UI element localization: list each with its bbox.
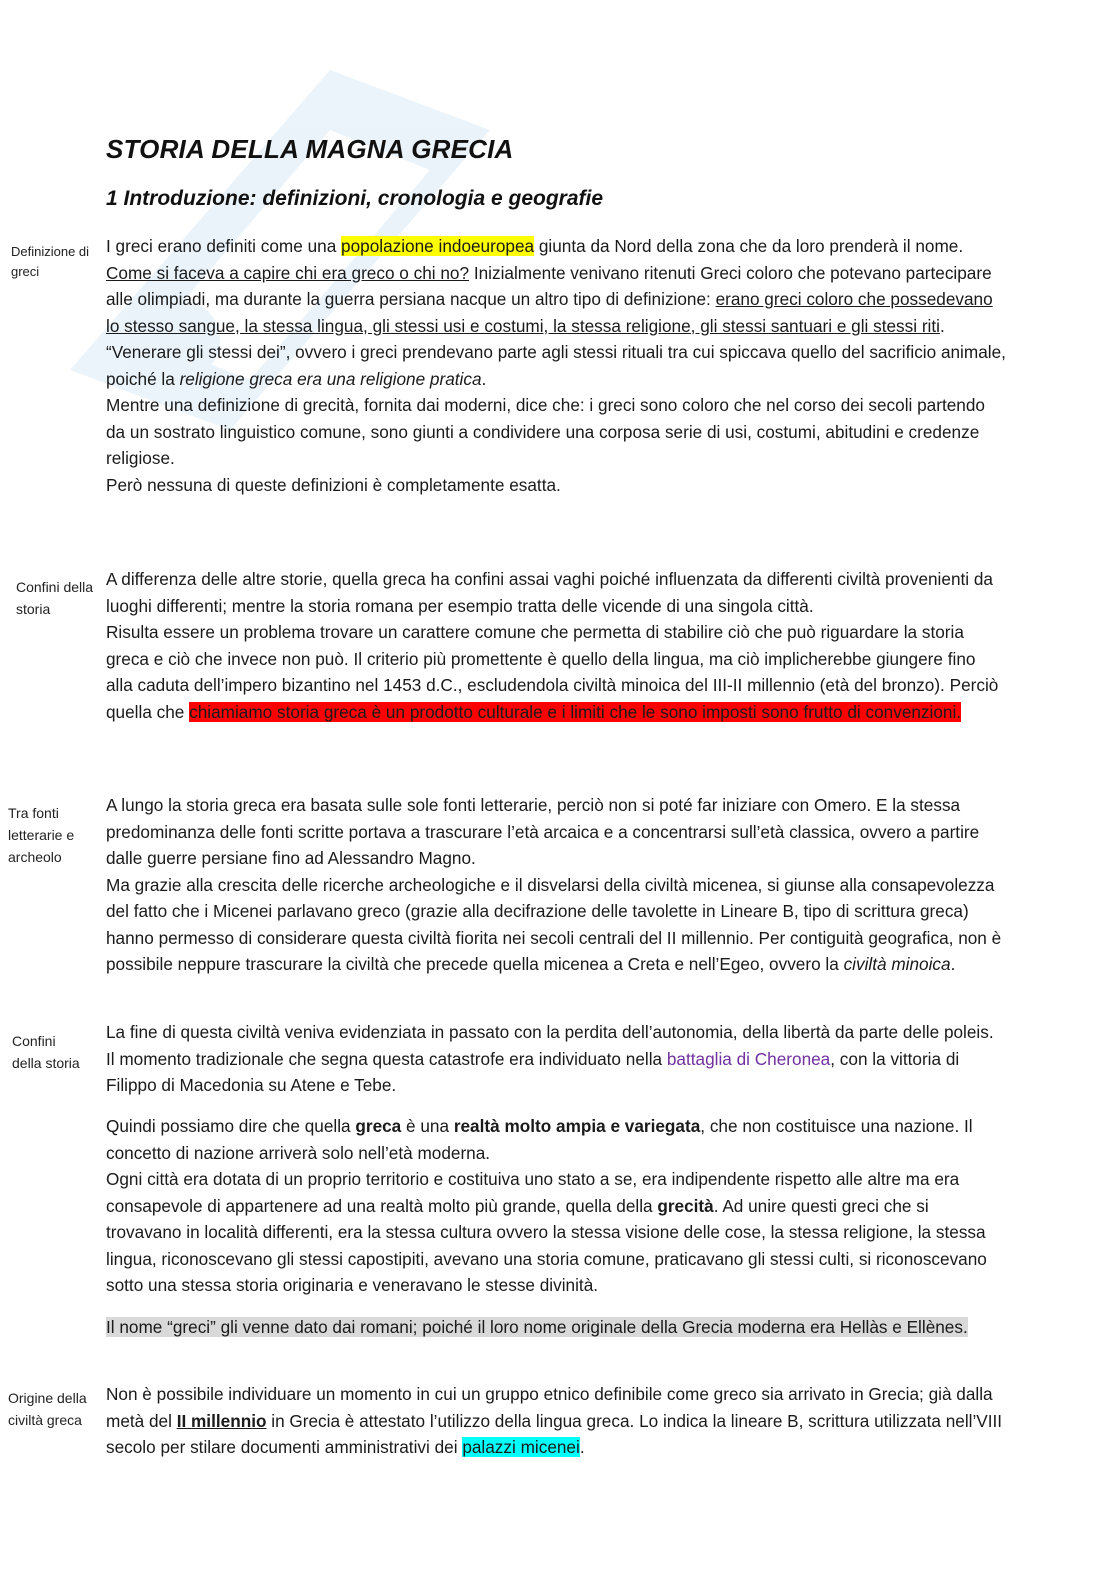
text: giunta da Nord della zona che da loro prenderà il nome. [534, 236, 964, 256]
bold-text: grecità [657, 1195, 714, 1216]
text: “Venerare gli stessi dei”, ovvero i greci prendevano parte agli stessi rituali tra cui spiccava quello del sacrificio animale, poiché la [106, 342, 1006, 389]
bold-text: realtà molto ampia e variegata [453, 1116, 701, 1136]
margin-note-line: greci [11, 264, 40, 279]
sentence [106, 1113, 1006, 1166]
sentence [106, 1019, 1006, 1099]
section-heading: 1 Introduzione: definizioni, cronologia e geografie [106, 187, 604, 210]
margin-note-fonti [8, 802, 104, 868]
highlight-cyan: palazzi micenei [462, 1437, 580, 1457]
margin-note-line: Confini della [16, 579, 94, 595]
paragraph-origine [106, 1381, 1006, 1461]
text: . [481, 368, 487, 389]
margin-note-line: archeolo [8, 849, 62, 865]
italic-text: religione greca era una religione pratica [179, 368, 482, 389]
sentence [106, 1166, 1006, 1299]
sentence: Mentre una definizione di grecità, fornita dai moderni, dice che: i greci sono coloro che nel corso dei secoli partendo da un sostrato linguistico comune, sono giunti a condividere una corposa serie di usi, costumi, abitudini e credenze religiose. [106, 395, 985, 468]
sentence: A differenza delle altre storie, quella greca ha confini assai vaghi poiché influenzata da differenti civiltà provenienti da luoghi differenti; mentre la storia romana per esempio tratta delle vicende di una singola città. [106, 569, 993, 616]
text: Quindi possiamo dire che quella [106, 1116, 356, 1136]
paragraph-nome-greci [106, 1314, 1006, 1341]
sentence: Però nessuna di queste definizioni è completamente esatta. [106, 474, 561, 495]
paragraph-realta [106, 1113, 1006, 1299]
text: Ogni città era dotata di un proprio territorio e costituiva uno stato a se, era indipendente rispetto alle altre ma era consapevole di appartenere ad una realtà molto più grande, quella della [106, 1169, 960, 1216]
sentence: A lungo la storia greca era basata sulle sole fonti letterarie, perciò non si poté far iniziare con Omero. E la stessa predominanza delle fonti scritte portava a trascurare l’età arcaica e a concentrarsi sull’età classica, ovvero a partire dalle guerre persiane fino ad Alessandro Magno. [106, 795, 980, 868]
text: . [950, 954, 956, 974]
bold-text: greca [355, 1116, 402, 1136]
highlight-yellow: popolazione indoeuropea [341, 236, 535, 256]
margin-note-line: letterarie e [8, 827, 75, 843]
margin-note-definizione [11, 242, 107, 282]
margin-note-line: della storia [12, 1055, 80, 1071]
margin-note-line: Tra fonti [8, 805, 59, 821]
purple-text: battaglia di Cheronea [666, 1048, 831, 1069]
margin-note-confini-storia [12, 1030, 108, 1074]
italic-text: civiltà minoica [843, 954, 951, 974]
text: Inizialmente venivano ritenuti Greci coloro che potevano partecipare alle olimpiadi, ma durante la guerra persiana nacque un altro tipo di definizione: [106, 262, 992, 309]
paragraph-fonti [106, 792, 1006, 978]
sentence [106, 1314, 1006, 1341]
text: Ma grazie alla crescita delle ricerche archeologiche e il disvelarsi della civiltà micenea, si giunse alla consapevolezza del fatto che i Micenei parlavano greco (grazie alla decifrazione delle tavolette in Lineare B, tipo di scrittura greca) hanno permesso di considerare questa civiltà fiorita nei secoli centrali del II millennio. Per contiguità geografica, non è possibile neppure trascurare la civiltà che precede quella micenea a Creta e nell’Egeo, ovvero la [106, 874, 1002, 974]
text: è una [401, 1116, 454, 1136]
bold-underlined-text: II millennio [176, 1410, 267, 1431]
margin-note-line: Confini [12, 1033, 56, 1049]
text: . Ad unire questi greci che si trovavano in località differenti, era la stessa cultura ovvero la stessa visione delle cose, la stessa religione, la stessa lingua, riconoscevano gli stessi capostipiti, avevano una storia comune, praticavano gli stessi culti, si riconoscevano sotto una stessa storia originaria e veneravano le stesse divinità. [106, 1195, 987, 1295]
text: , che non costituisce una nazione. Il concetto di nazione arriverà solo nell’età moderna. [106, 1116, 973, 1163]
text: in Grecia è attestato l’utilizzo della lingua greca. Lo indica la lineare B, scrittura utilizzata nell’VIII secolo per stilare documenti amministrativi dei [106, 1410, 1003, 1457]
margin-note-line: civiltà greca [8, 1412, 82, 1428]
margin-note-confini [16, 576, 112, 620]
sentence [106, 260, 1006, 340]
paragraph-definizione [106, 233, 1006, 498]
sentence [106, 1381, 1006, 1461]
sentence [106, 619, 1006, 725]
sentence [106, 339, 1006, 392]
text: . [939, 315, 945, 336]
margin-note-origine [8, 1387, 104, 1431]
text: Risulta essere un problema trovare un carattere comune che permetta di stabilire ciò che può riguardare la storia greca e ciò che invece non può. Il criterio più promettente è quello della lingua, ma ciò implicherebbe giungere fino alla caduta dell’impero bizantino nel 1453 d.C., escludendola civiltà minoica del III-II millennio (età del bronzo). Perciò quella che [106, 622, 999, 722]
text: , con la vittoria di Filippo di Macedonia su Atene e Tebe. [106, 1048, 960, 1095]
text: . [579, 1437, 585, 1457]
sentence [106, 233, 1006, 260]
highlight-gray: Il nome “greci” gli venne dato dai romani; poiché il loro nome originale della Grecia moderna era Hellàs e Ellènes. [106, 1317, 968, 1337]
paragraph-fine-civilta [106, 1019, 1006, 1099]
margin-note-line: storia [16, 601, 51, 617]
margin-note-line: Definizione di [11, 244, 90, 259]
sentence [106, 872, 1006, 978]
paragraph-confini [106, 566, 1006, 725]
text: La fine di questa civiltà veniva evidenziata in passato con la perdita dell’autonomia, della libertà da parte delle poleis. Il momento tradizionale che segna questa catastrofe era individuato nella [106, 1022, 994, 1069]
text: Non è possibile individuare un momento in cui un gruppo etnico definibile come greco sia arrivato in Grecia; già dalla metà del [106, 1384, 993, 1431]
highlight-red: chiamiamo storia greca è un prodotto culturale e i limiti che le sono imposti sono frutto di convenzioni. [189, 701, 962, 722]
margin-note-line: Origine della [8, 1390, 87, 1406]
underlined-text: erano greci coloro che possedevano lo stesso sangue, la stessa lingua, gli stessi usi e costumi, la stessa religione, gli stessi santuari e gli stessi riti [106, 289, 993, 336]
text: I greci erano definiti come una [106, 236, 342, 256]
page-title: STORIA DELLA MAGNA GRECIA [106, 134, 514, 164]
underlined-question: Come si faceva a capire chi era greco o chi no? [106, 262, 470, 283]
